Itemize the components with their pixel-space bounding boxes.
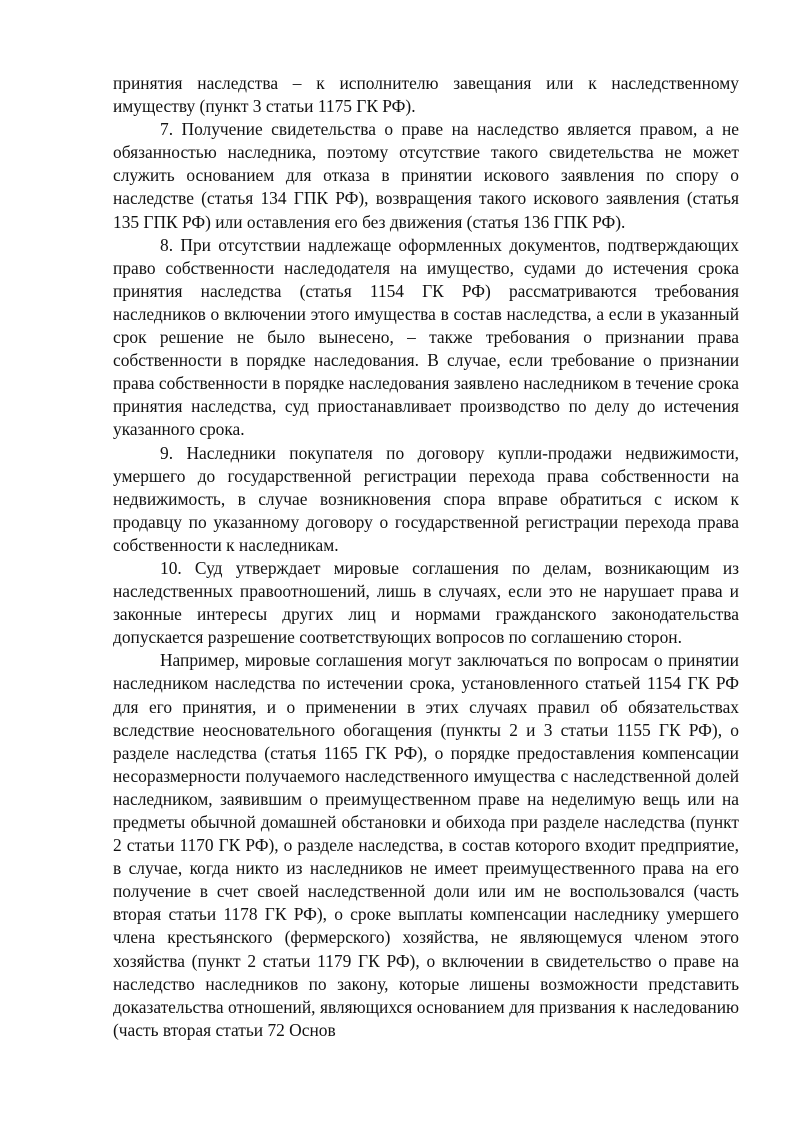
paragraph-10: 10. Суд утверждает мировые соглашения по делам, возникающим из наследственных правоотношений, лишь в случаях, если это не нарушает права и законные интересы других лиц и нормами гражданского законодательства допускается разрешение соответствующих вопросов по соглашению сторон. <box>113 557 739 648</box>
paragraph-7: 7. Получение свидетельства о праве на наследство является правом, а не обязанностью наследника, поэтому отсутствие такого свидетельства не может служить основанием для отказа в принятии искового заявления по спору о наследстве (статья 134 ГПК РФ), возвращения такого искового заявления (статья 135 ГПК РФ) или оставления его без движения (статья 136 ГПК РФ). <box>113 119 739 232</box>
paragraph-continuation: принятия наследства – к исполнителю завещания или к наследственному имуществу (пункт 3 статьи 1175 ГК РФ). <box>113 73 739 117</box>
document-page <box>113 72 739 1042</box>
paragraph-8: 8. При отсутствии надлежаще оформленных документов, подтверждающих право собственности наследодателя на имущество, судами до истечения срока принятия наследства (статья 1154 ГК РФ) рассматриваются требования наследников о включении этого имущества в состав наследства, а если в указанный срок решение не было вынесено, – также требования о признании права собственности в порядке наследования. В случае, если требование о признании права собственности в порядке наследования заявлено наследником в течение срока принятия наследства, суд приостанавливает производство по делу до истечения указанного срока. <box>113 234 739 440</box>
paragraph-9: 9. Наследники покупателя по договору купли-продажи недвижимости, умершего до государственной регистрации перехода права собственности на недвижимость, в случае возникновения спора вправе обратиться с иском к продавцу по указанному договору о государственной регистрации перехода права собственности к наследникам. <box>113 442 739 555</box>
paragraph-example: Например, мировые соглашения могут заключаться по вопросам о принятии наследником наследства по истечении срока, установленного статьей 1154 ГК РФ для его принятия, и о применении в этих случаях правил об обязательствах вследствие неосновательного обогащения (пункты 2 и 3 статьи 1155 ГК РФ), о разделе наследства (статья 1165 ГК РФ), о порядке предоставления компенсации несоразмерности получаемого наследственного имущества с наследственной долей наследником, заявившим о преимущественном праве на неделимую вещь или на предметы обычной домашней обстановки и обихода при разделе наследства (пункт 2 статьи 1170 ГК РФ), о разделе наследства, в состав которого входит предприятие, в случае, когда никто из наследников не имеет преимущественного права на его получение в счет своей наследственной доли или им не воспользовался (часть вторая статьи 1178 ГК РФ), о сроке выплаты компенсации наследнику умершего члена крестьянского (фермерского) хозяйства, не являющемуся членом этого хозяйства (пункт 2 статьи 1179 ГК РФ), о включении в свидетельство о праве на наследство наследников по закону, которые лишены возможности представить доказательства отношений, являющихся основанием для призвания к наследованию (часть вторая статьи 72 Основ <box>113 650 739 1040</box>
